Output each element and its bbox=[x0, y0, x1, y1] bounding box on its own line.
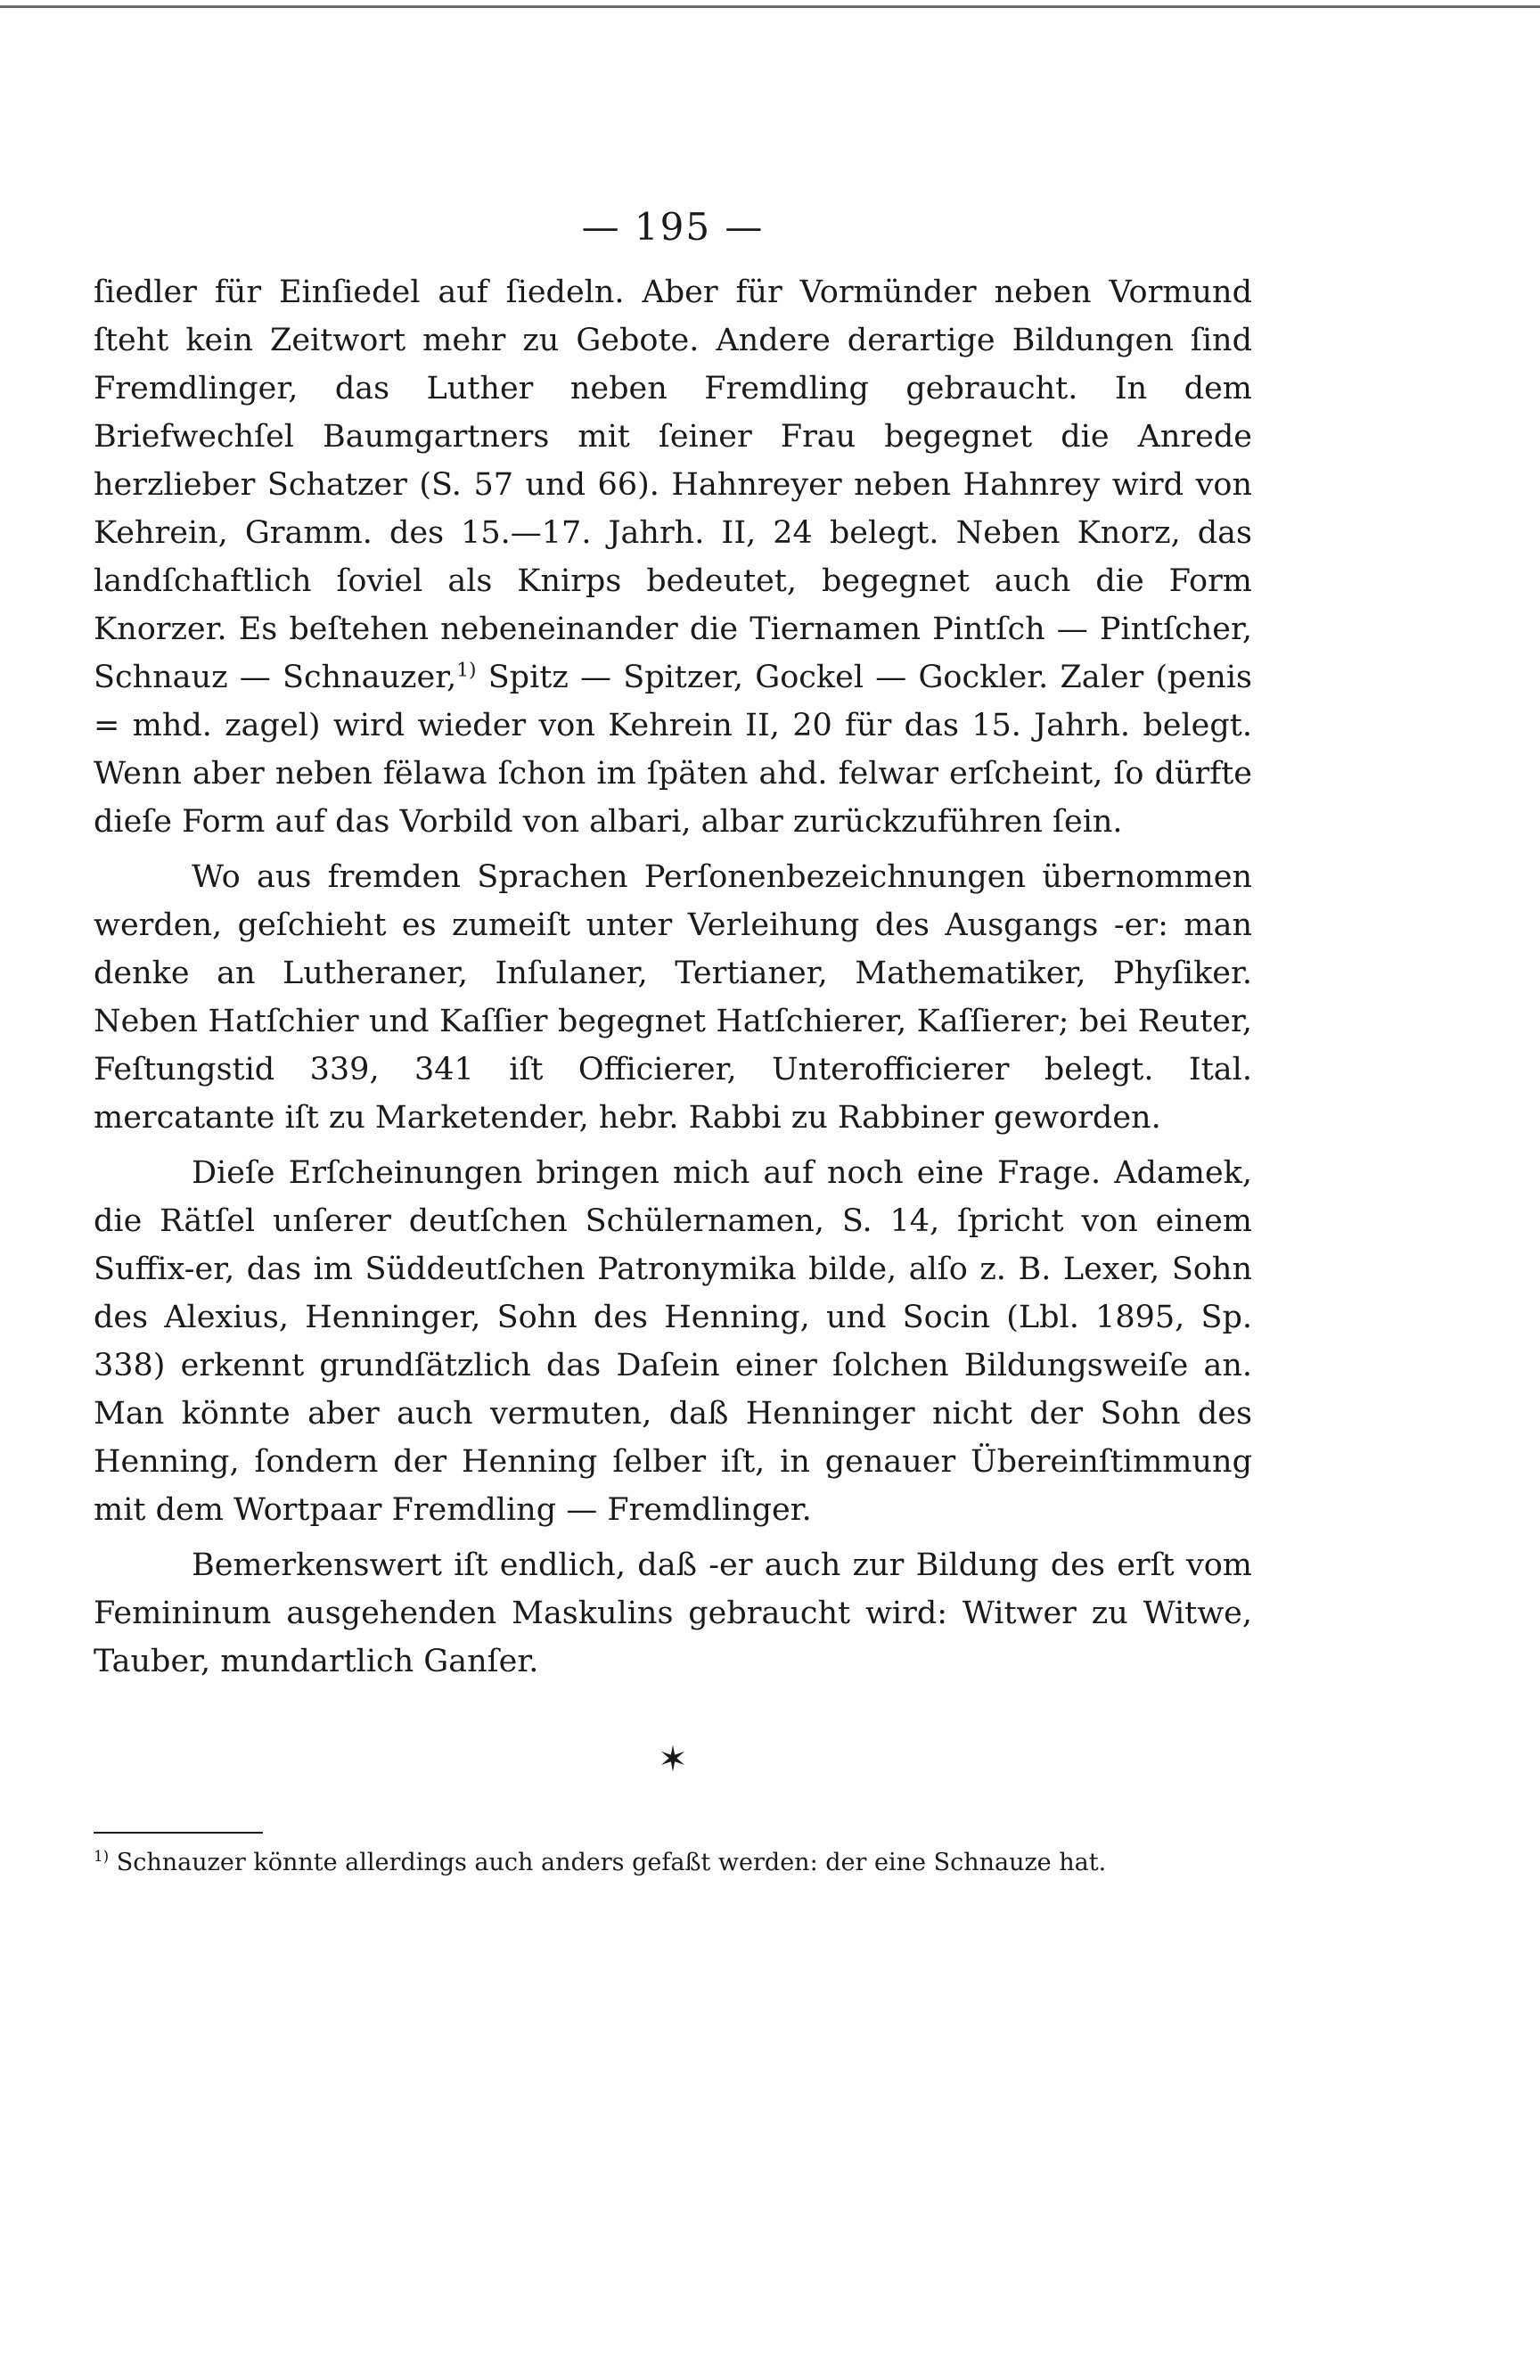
section-end-ornament-icon: ✶ bbox=[658, 1739, 688, 1780]
book-page bbox=[94, 205, 1252, 1880]
footnote-mark: 1) bbox=[94, 1847, 110, 1865]
paragraph-1 bbox=[94, 268, 1252, 846]
page-number: — 195 — bbox=[581, 205, 765, 249]
footnote bbox=[94, 1846, 1252, 1880]
paragraph-1-continuation: Spitz — Spitzer, Gockel — Gockler. Zaler (penis = mhd. zagel) wird wieder von Kehrein II, 20 für das 15. Jahrh. belegt. Wenn aber neben fëlawa ſchon im ſpäten ahd. felwar erſcheint, ſo dürfte dieſe Form auf das Vorbild von albari, albar zurückzuführen ſein. bbox=[94, 660, 1252, 840]
top-border-line bbox=[0, 5, 1540, 8]
paragraph-2: Wo aus fremden Sprachen Perſonenbezeichnungen übernommen werden, geſchieht es zumeiſt unter Verleihung des Ausgangs -er: man denke an Lutheraner, Inſulaner, Tertianer, Mathematiker, Phyſiker. Neben Hatſchier und Kaſſier begegnet Hatſchierer, Kaſſierer; bei Reuter, Feſtungstid 339, 341 iſt Officierer, Unterofficierer belegt. Ital. mercatante iſt zu Marketender, hebr. Rabbi zu Rabbiner geworden. bbox=[94, 859, 1252, 1136]
paragraph-1-text: ſiedler für Einſiedel auf ſiedeln. Aber für Vormünder neben Vormund ſteht kein Zeitwort mehr zu Gebote. Andere derartige Bildungen ſind Fremdlinger, das Luther neben Fremdling gebraucht. In dem Briefwechſel Baumgartners mit ſeiner Frau begegnet die Anrede herzlieber Schatzer (S. 57 und 66). Hahnreyer neben Hahnrey wird von Kehrein, Gramm. des 15.—17. Jahrh. II, 24 belegt. Neben Knorz, das landſchaftlich ſoviel als Knirps bedeutet, begegnet auch die Form Knorzer. Es beſtehen nebeneinander die Tiernamen Pintſch — Pintſcher, Schnauz — Schnauzer, bbox=[94, 275, 1252, 695]
footnote-divider bbox=[94, 1832, 263, 1834]
paragraph-4: Bemerkenswert iſt endlich, daß -er auch zur Bildung des erſt vom Femininum ausgehenden Maskulins gebraucht wird: Witwer zu Witwe, Tauber, mundartlich Ganſer. bbox=[94, 1547, 1252, 1679]
footnote-text: Schnauzer könnte allerdings auch anders gefaßt werden: der eine Schnauze hat. bbox=[109, 1849, 1107, 1876]
footnote-reference-mark: 1) bbox=[456, 659, 477, 682]
paragraph-3: Dieſe Erſcheinungen bringen mich auf noch eine Frage. Adamek, die Rätſel unſerer deutſchen Schülernamen, S. 14, ſpricht von einem Suffix-er, das im Süddeutſchen Patronymika bilde, alſo z. B. Lexer, Sohn des Alexius, Henninger, Sohn des Henning, und Socin (Lbl. 1895, Sp. 338) erkennt grundſätzlich das Daſein einer ſolchen Bildungsweiſe an. Man könnte aber auch vermuten, daß Henninger nicht der Sohn des Henning, ſondern der Henning ſelber iſt, in genauer Übereinſtimmung mit dem Wortpaar Fremdling — Fremdlinger. bbox=[94, 1155, 1252, 1528]
